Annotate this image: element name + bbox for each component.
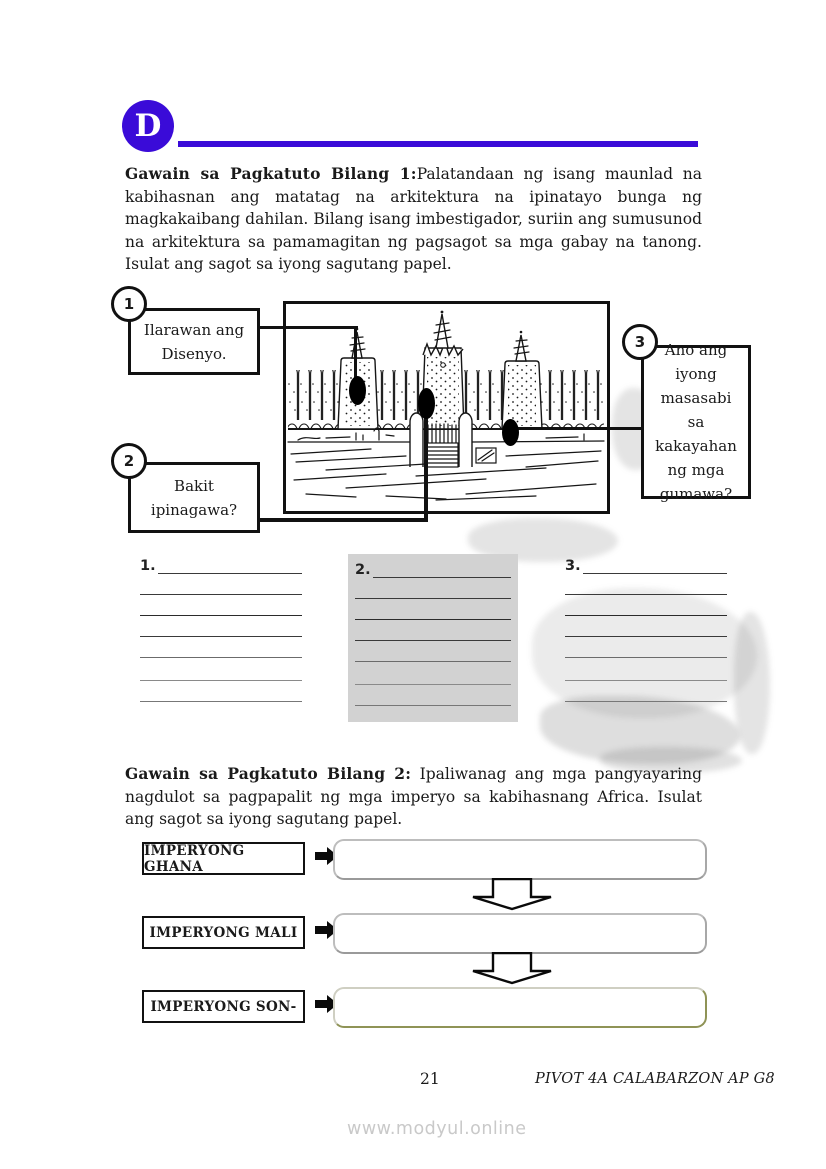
header-rule (178, 141, 698, 147)
callout-2-digit: 2 (123, 452, 135, 470)
activity1-title: Gawain sa Pagkatuto Bilang 1: (125, 164, 417, 183)
empire-mali-answer-box (333, 913, 707, 954)
answer-line (158, 553, 302, 574)
answer-column-2-background (348, 554, 518, 722)
marker-purpose (418, 388, 435, 419)
activity2-body: Ipaliwanag ang mga pangyayaring nagdulot sa pagpapalit ng mga imperyo sa kabihasnang Africa. Isulat ang sagot sa iyong sagutang papel. (125, 765, 702, 829)
answer-line (140, 595, 302, 616)
empire-songhai-label (142, 990, 305, 1023)
connector-3-horizontal (516, 427, 642, 430)
answer-line (355, 578, 511, 599)
page-number: 21 (420, 1070, 440, 1088)
callout-3-digit: 3 (634, 333, 646, 351)
connector-1-horizontal (258, 326, 358, 329)
answer-2-label: 2. (355, 562, 371, 578)
answer-line (140, 574, 302, 595)
answer-line (355, 685, 511, 706)
empire-ghana-label (142, 842, 305, 875)
section-letter-badge (122, 100, 174, 152)
answer-line (583, 553, 727, 574)
answer-1-label: 1. (140, 558, 156, 574)
callout-2-box (128, 462, 260, 533)
mosque-illustration-frame (283, 301, 610, 514)
answer-line (565, 637, 727, 658)
empire-songhai-text: IMPERYONG SON- (150, 998, 297, 1015)
connector-2-vertical (424, 415, 428, 521)
answer-line (355, 641, 511, 662)
mosque-sketch (286, 304, 606, 510)
down-arrow-icon (472, 878, 552, 911)
marker-builders (502, 419, 519, 446)
answer-column-1 (140, 556, 302, 702)
answer-line (355, 620, 511, 641)
callout-1-number (111, 286, 147, 322)
answer-line (355, 662, 511, 685)
callout-1-digit: 1 (123, 295, 135, 313)
down-arrow-icon (472, 952, 552, 985)
answer-line (565, 658, 727, 681)
footer-module-label: PIVOT 4A CALABARZON AP G8 (535, 1071, 775, 1087)
connector-1-vertical (354, 326, 357, 382)
activity2-title: Gawain sa Pagkatuto Bilang 2: (125, 764, 412, 783)
callout-3-box (641, 341, 751, 503)
callout-3-text: Ano ang iyong masasabi sa kakayahan ng mga gumawa? (655, 341, 737, 503)
answer-line (373, 557, 511, 578)
activity2-instructions (125, 763, 702, 831)
callout-2-text: Bakit ipinagawa? (150, 476, 238, 519)
empire-songhai-answer-box (333, 987, 707, 1028)
activity1-body: Palatandaan ng isang maunlad na kabihasnan ang matatag na arkitektura na ipinatayo bunga ng magkakaibang dahilan. Bilang isang imbestigador, suriin ang sumusunod na arkitektura sa pamamagitan ng pagsagot sa mga gabay na tanong. Isulat ang sagot sa iyong sagutang papel. (125, 165, 702, 274)
activity1-instructions (125, 163, 702, 276)
site-watermark: www.modyul.online (347, 1119, 527, 1139)
answer-line (565, 574, 727, 595)
callout-3-number (622, 324, 658, 360)
answer-3-label: 3. (565, 558, 581, 574)
answer-line (355, 599, 511, 620)
answer-line (140, 658, 302, 681)
empire-mali-text: IMPERYONG MALI (149, 924, 298, 941)
answer-column-3 (565, 556, 727, 702)
connector-2-horizontal (259, 518, 428, 522)
answer-line (565, 616, 727, 637)
answer-line (140, 616, 302, 637)
gray-smudge (734, 612, 770, 754)
callout-1-text: Ilarawan ang Disenyo. (143, 320, 245, 363)
callout-1-box (128, 308, 260, 375)
marker-design (349, 376, 366, 405)
answer-line (140, 681, 302, 702)
section-letter: D (134, 108, 162, 144)
answer-line (565, 681, 727, 702)
answer-line (565, 595, 727, 616)
answer-line (140, 637, 302, 658)
empire-ghana-text: IMPERYONG GHANA (144, 842, 245, 875)
callout-2-number (111, 443, 147, 479)
empire-ghana-answer-box (333, 839, 707, 880)
empire-mali-label (142, 916, 305, 949)
